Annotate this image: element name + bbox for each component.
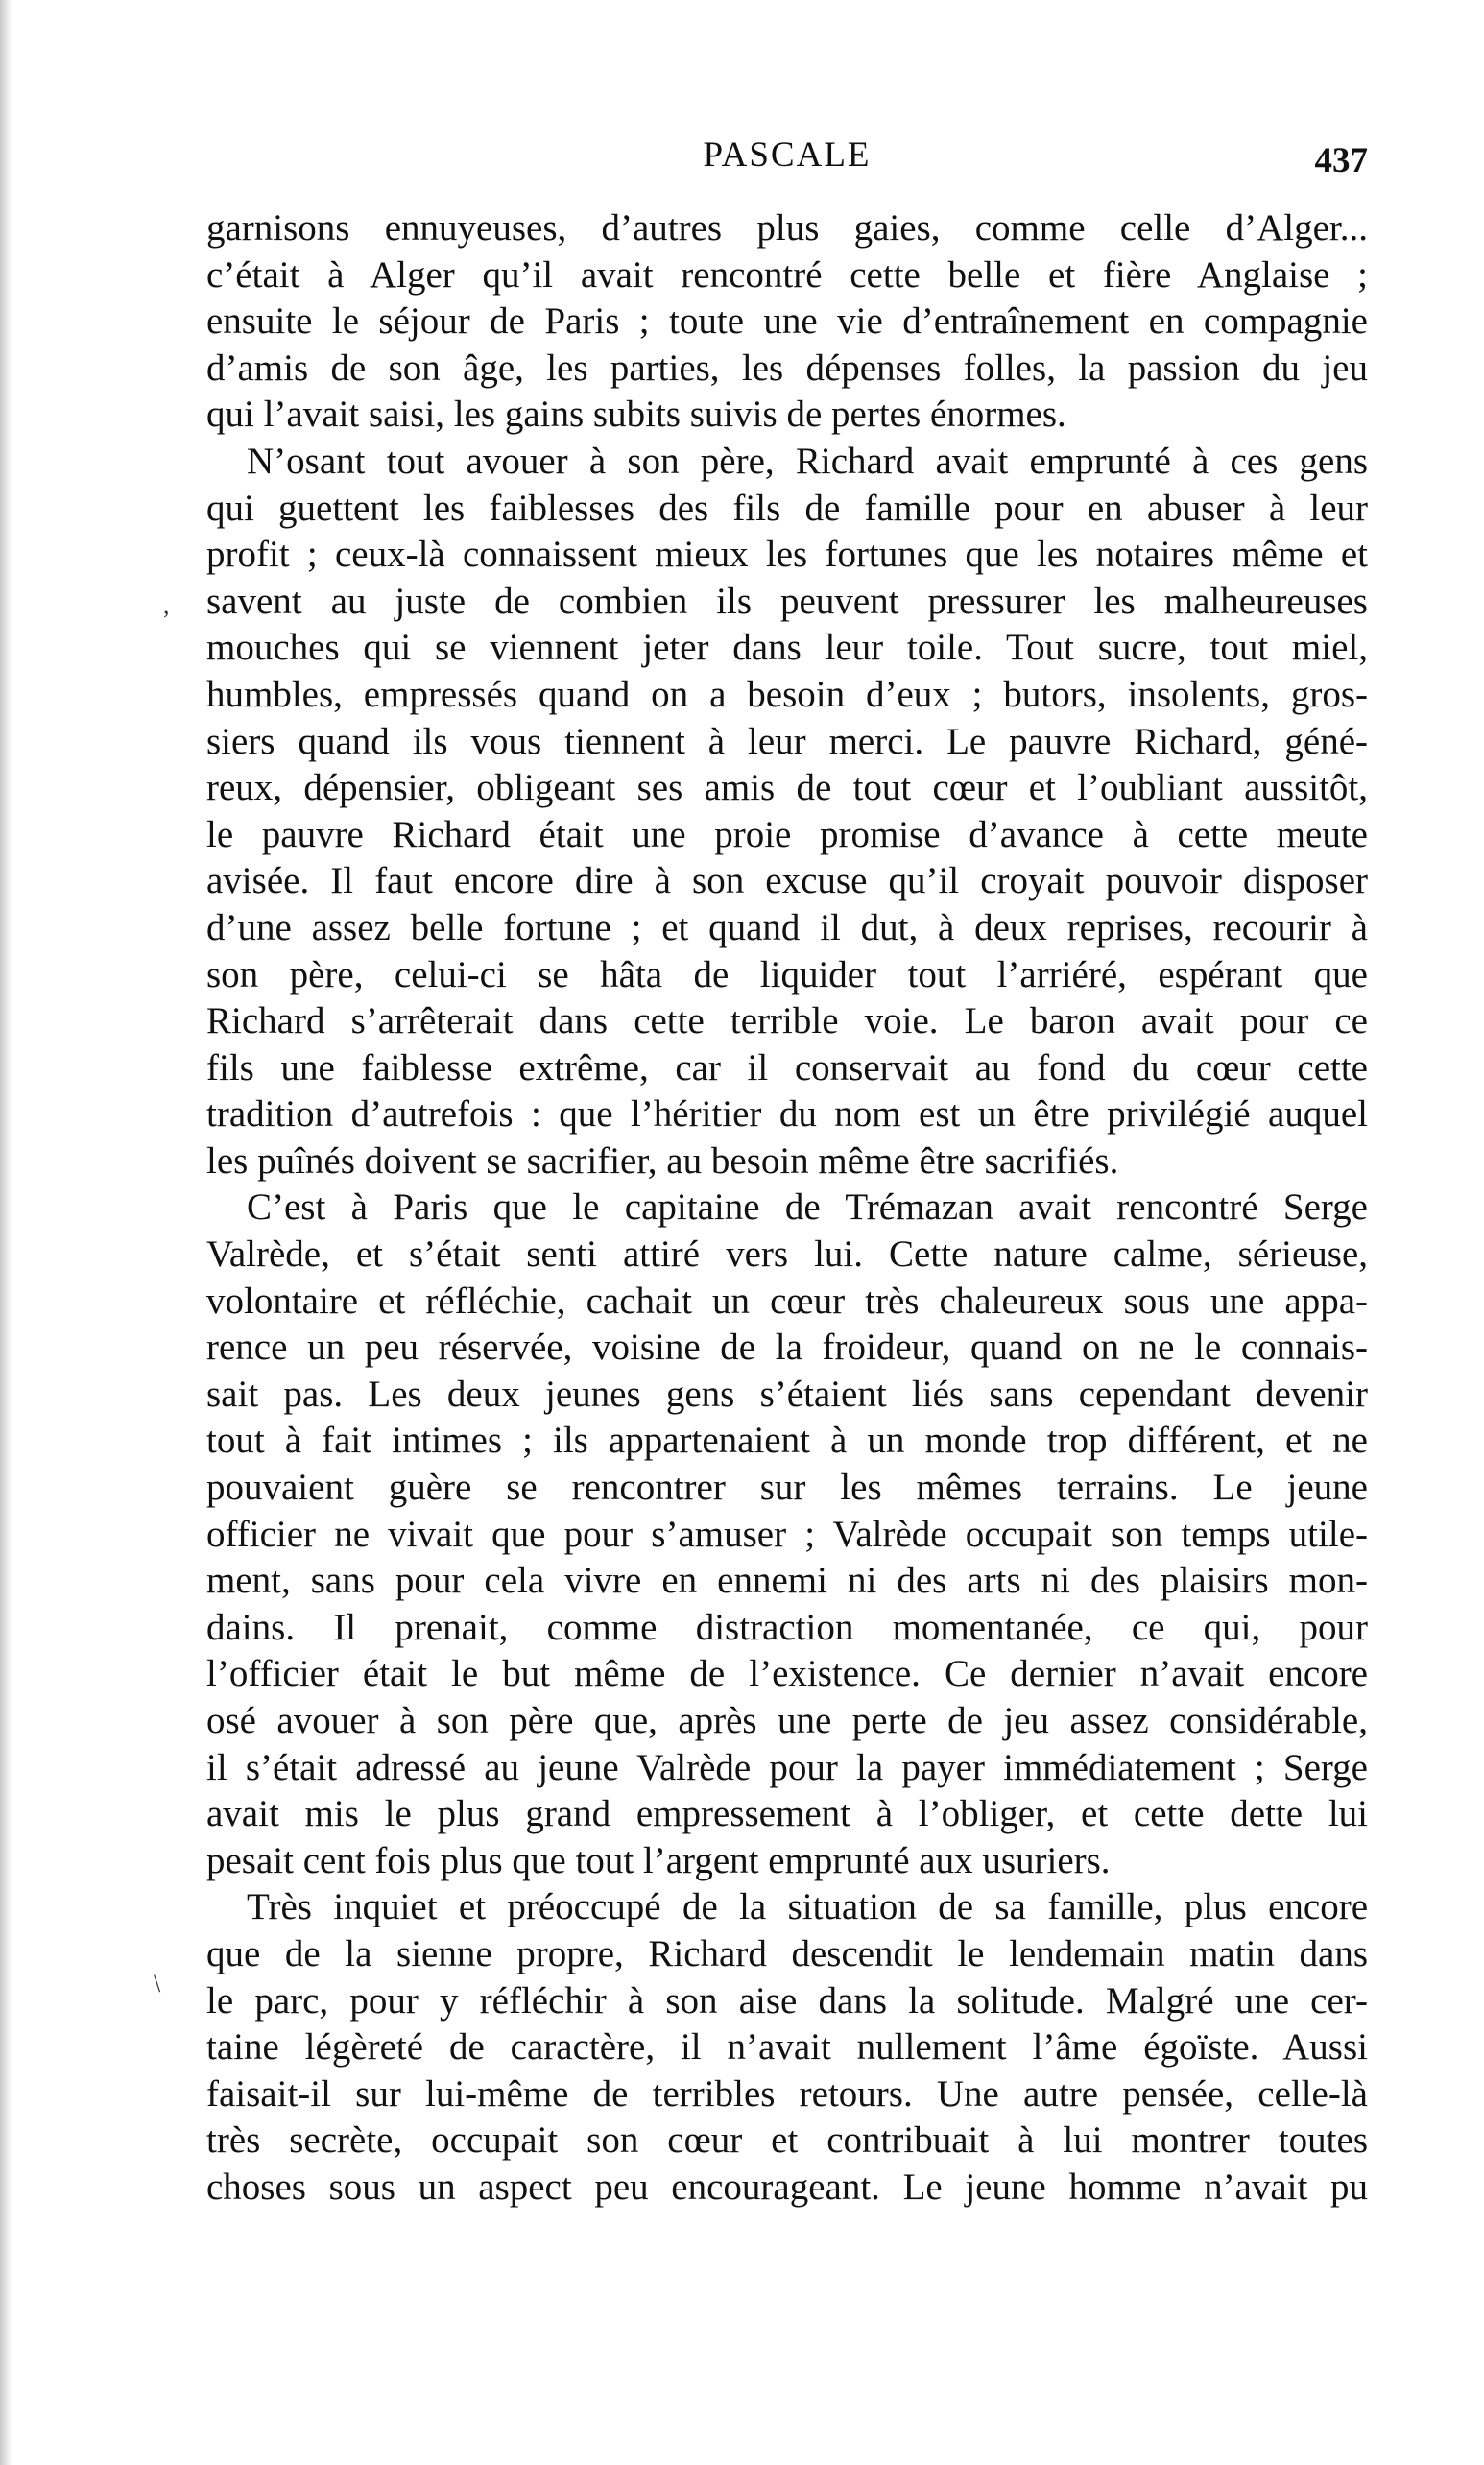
text-line: N’osant tout avouer à son père, Richard avait emprunté à ces gens	[247, 440, 1368, 482]
text-line: que de la sienne propre, Richard descendit le lendemain matin dans	[206, 1932, 1368, 1974]
text-line: dains. Il prenait, comme distraction momentanée, ce qui, pour	[206, 1606, 1368, 1648]
body-text	[206, 205, 1368, 2212]
running-head: PASCALE	[703, 135, 872, 175]
text-line: ensuite le séjour de Paris ; toute une vie d’entraînement en compagnie	[206, 300, 1368, 343]
text-line: C’est à Paris que le capitaine de Trémazan avait rencontré Serge	[247, 1186, 1368, 1229]
text-line: très secrète, occupait son cœur et contribuait à lui montrer toutes	[206, 2119, 1368, 2162]
text-line: il s’était adressé au jeune Valrède pour la payer immédiatement ; Serge	[206, 1746, 1368, 1788]
text-line: d’une assez belle fortune ; et quand il dut, à deux reprises, recourir à	[206, 906, 1368, 948]
text-line: c’était à Alger qu’il avait rencontré cette belle et fière Anglaise ;	[206, 253, 1368, 296]
text-line: Richard s’arrêterait dans cette terrible voie. Le baron avait pour ce	[206, 1000, 1368, 1042]
text-line: avait mis le plus grand empressement à l’obliger, et cette dette lui	[206, 1793, 1368, 1835]
text-line: humbles, empressés quand on a besoin d’eux ; butors, insolents, gros-	[206, 673, 1368, 715]
text-line: mouches qui se viennent jeter dans leur toile. Tout sucre, tout miel,	[206, 627, 1368, 669]
text-line: garnisons ennuyeuses, d’autres plus gaies, comme celle d’Alger...	[206, 207, 1368, 249]
text-line: faisait-il sur lui-même de terribles retours. Une autre pensée, celle-là	[206, 2072, 1368, 2115]
text-line: volontaire et réfléchie, cachait un cœur très chaleureux sous une appa-	[206, 1280, 1368, 1322]
text-line: fils une faiblesse extrême, car il conservait au fond du cœur cette	[206, 1046, 1368, 1089]
text-line: reux, dépensier, obligeant ses amis de tout cœur et l’oubliant aussitôt,	[206, 767, 1368, 809]
text-line: rence un peu réservée, voisine de la froideur, quand on ne le connais-	[206, 1327, 1368, 1369]
text-line: tout à fait intimes ; ils appartenaient à un monde trop différent, et ne	[206, 1420, 1368, 1462]
margin-mark: \	[154, 1970, 161, 1998]
scan-edge	[0, 0, 13, 2465]
text-line: le parc, pour y réfléchir à son aise dans la solitude. Malgré une cer-	[206, 1979, 1368, 2022]
page-number: 437	[1314, 141, 1368, 180]
text-line: taine légèreté de caractère, il n’avait nullement l’âme égoïste. Aussi	[206, 2026, 1368, 2069]
text-line: choses sous un aspect peu encourageant. Le jeune homme n’avait pu	[206, 2166, 1368, 2208]
text-line: pouvaient guère se rencontrer sur les mêmes terrains. Le jeune	[206, 1467, 1368, 1509]
page-header	[206, 134, 1368, 192]
text-line: officier ne vivait que pour s’amuser ; Valrède occupait son temps utile-	[206, 1513, 1368, 1555]
text-line: d’amis de son âge, les parties, les dépenses folles, la passion du jeu	[206, 347, 1368, 389]
text-line: Valrède, et s’était senti attiré vers lui. Cette nature calme, sérieuse,	[206, 1233, 1368, 1276]
margin-mark: ,	[163, 591, 170, 619]
text-line: le pauvre Richard était une proie promise d’avance à cette meute	[206, 813, 1368, 855]
text-line: sait pas. Les deux jeunes gens s’étaient liés sans cependant devenir	[206, 1373, 1368, 1415]
text-line: son père, celui-ci se hâta de liquider tout l’arriéré, espérant que	[206, 953, 1368, 995]
text-line: Très inquiet et préoccupé de la situation de sa famille, plus encore	[247, 1886, 1368, 1928]
text-line: qui guettent les faiblesses des fils de famille pour en abuser à leur	[206, 487, 1368, 529]
text-line: pesait cent fois plus que tout l’argent emprunté aux usuriers.	[206, 1839, 1111, 1881]
text-line: les puînés doivent se sacrifier, au besoin même être sacrifiés.	[206, 1139, 1119, 1182]
text-line: profit ; ceux-là connaissent mieux les fortunes que les notaires même et	[206, 534, 1368, 576]
text-line: tradition d’autrefois : que l’héritier du nom est un être privilégié auquel	[206, 1093, 1368, 1136]
text-line: ment, sans pour cela vivre en ennemi ni des arts ni des plaisirs mon-	[206, 1560, 1368, 1602]
text-line: avisée. Il faut encore dire à son excuse qu’il croyait pouvoir disposer	[206, 860, 1368, 902]
text-line: l’officier était le but même de l’existence. Ce dernier n’avait encore	[206, 1653, 1368, 1695]
text-line: qui l’avait saisi, les gains subits suivis de pertes énormes.	[206, 394, 1066, 436]
text-line: osé avouer à son père que, après une perte de jeu assez considérable,	[206, 1700, 1368, 1741]
text-line: savent au juste de combien ils peuvent pressurer les malheureuses	[206, 580, 1368, 622]
text-line: siers quand ils vous tiennent à leur merci. Le pauvre Richard, géné-	[206, 720, 1368, 762]
